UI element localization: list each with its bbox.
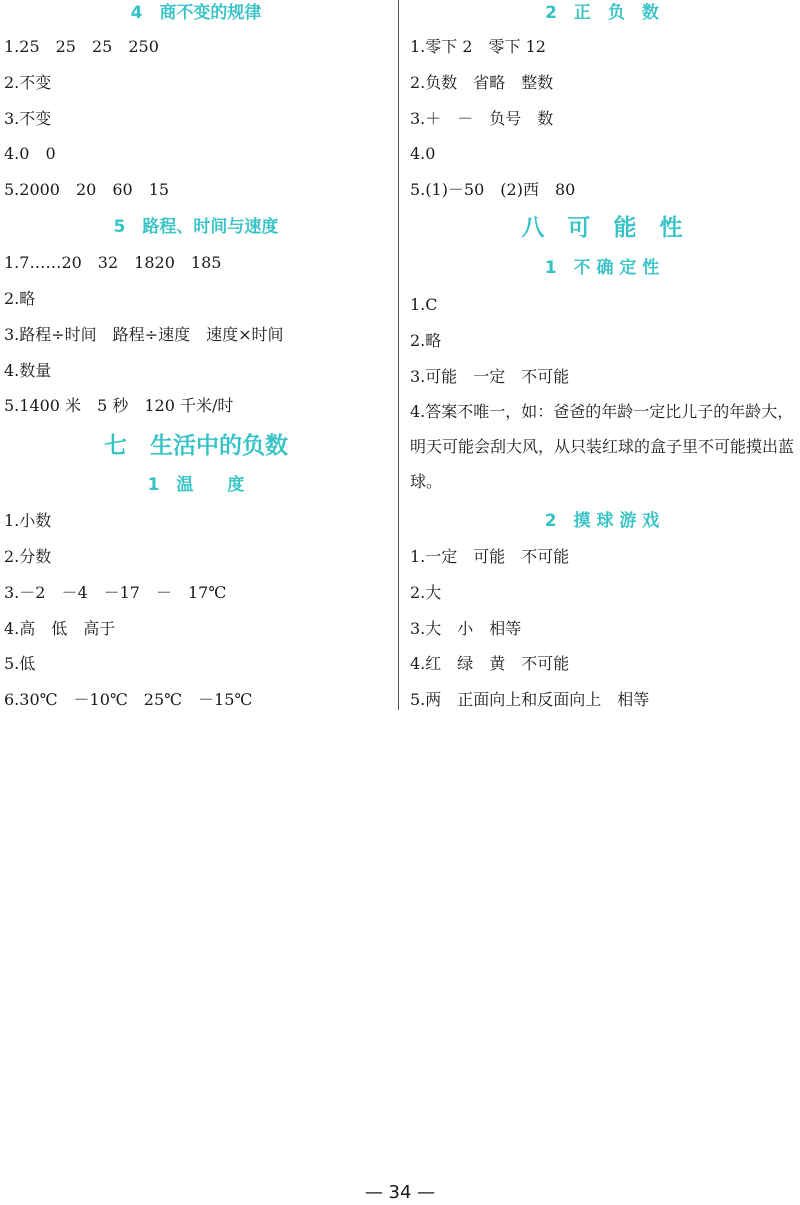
answer-line: 3.可能 一定 不可能 <box>410 367 570 386</box>
answer-line: 5.1400 米 5 秒 120 千米/时 <box>4 396 234 415</box>
answer-line: 5.2000 20 60 15 <box>4 180 170 199</box>
answer-paragraph: 4.答案不唯一，如：爸爸的年龄一定比儿子的年龄大，明天可能会刮大风，从只装红球的盒子里不可能摸出蓝球。 <box>410 402 795 491</box>
answer-line: 2.不变 <box>4 73 52 92</box>
answer-line: 3.不变 <box>4 109 52 128</box>
answer-line: 2.大 <box>410 583 442 602</box>
section-heading: 1 不 确 定 性 <box>544 258 660 278</box>
answer-line: 1.小数 <box>4 511 52 530</box>
answer-line: 5.低 <box>4 654 36 673</box>
chapter-heading: 七 生活中的负数 <box>104 433 288 459</box>
answer-line: 6.30℃ －10℃ 25℃ －15℃ <box>4 690 253 709</box>
section-heading: 2 摸 球 游 戏 <box>544 511 660 531</box>
page-number: — 34 — <box>364 1182 436 1203</box>
section-heading: 1 温 度 <box>147 475 245 495</box>
section-heading: 2 正 负 数 <box>545 3 659 23</box>
answer-line: 4.数量 <box>4 361 52 380</box>
answer-line: 4.高 低 高于 <box>4 619 116 638</box>
answer-line: 1.7……20 32 1820 185 <box>4 253 222 272</box>
answer-line: 5.两 正面向上和反面向上 相等 <box>410 690 650 709</box>
answer-line: 1.一定 可能 不可能 <box>410 547 570 566</box>
answer-line: 2.略 <box>4 289 36 308</box>
chapter-heading: 八 可 能 性 <box>521 215 683 241</box>
answer-line: 1.零下 2 零下 12 <box>410 37 546 56</box>
answer-line: 4.0 0 <box>4 144 56 163</box>
answer-line: 3.＋ － 负号 数 <box>410 109 554 128</box>
answer-line: 5.(1)－50 (2)西 80 <box>410 180 576 199</box>
answer-line: 4.红 绿 黄 不可能 <box>410 654 570 673</box>
answer-line: 2.略 <box>410 331 442 350</box>
answer-line: 3.－2 －4 －17 － 17℃ <box>4 583 227 602</box>
section-heading: 5 路程、时间与速度 <box>113 217 279 237</box>
answer-line: 3.路程÷时间 路程÷速度 速度×时间 <box>4 325 284 344</box>
answer-line: 1.C <box>410 295 438 314</box>
answer-line: 2.分数 <box>4 547 52 566</box>
answer-line: 3.大 小 相等 <box>410 619 522 638</box>
answer-line: 4.0 <box>410 144 436 163</box>
answer-line: 2.负数 省略 整数 <box>410 73 554 92</box>
answer-line: 1.25 25 25 250 <box>4 37 159 56</box>
section-heading: 4 商不变的规律 <box>130 3 262 23</box>
column-divider <box>398 0 399 710</box>
